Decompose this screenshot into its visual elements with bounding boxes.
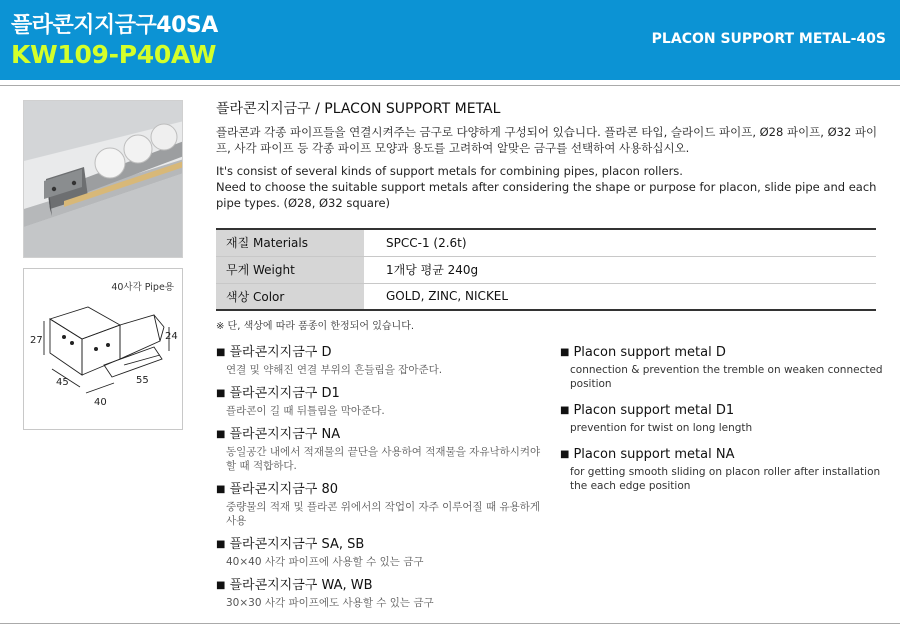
- item-title: 플라콘지지금구 D1: [229, 386, 340, 401]
- bullet-icon: ■: [216, 580, 226, 591]
- header-category-label: PLACON SUPPORT METAL-40S: [651, 31, 886, 47]
- item-desc: 40×40 사각 파이프에 사용할 수 있는 금구: [226, 556, 424, 568]
- top-divider: [0, 85, 900, 86]
- item-title: 플라콘지지금구 WA, WB: [229, 578, 373, 593]
- dim-40: 40: [94, 397, 107, 408]
- item-desc: 플라콘이 길 때 뒤틀림을 막아준다.: [226, 405, 385, 417]
- list-item: [216, 578, 546, 610]
- dim-24: 24: [165, 331, 178, 342]
- list-item: [560, 447, 885, 493]
- page-title: 플라콘지지금구40SA: [11, 13, 218, 38]
- description-english-line-1: It's consist of several kinds of support metals for combining pipes, placon rollers.: [216, 164, 683, 178]
- spec-value: SPCC-1 (2.6t): [364, 229, 876, 256]
- korean-item-list: [216, 345, 546, 619]
- description-korean: 플라콘과 각종 파이프들을 연결시켜주는 금구로 다양하게 구성되어 있습니다. 플라콘 타입, 슬라이드 파이프, Ø28 파이프, Ø32 파이프, 사각 파이프 등 각종 파이프 모양과 용도를 고려하여 알맞은 금구를 선택하여 사용하십시오.: [216, 125, 878, 155]
- bullet-icon: ■: [216, 388, 226, 399]
- description-english-line-2: Need to choose the suitable support metals after considering the shape or purpose for placon, slide pipe and each pipe types. (Ø28, Ø32 square): [216, 180, 877, 210]
- list-item: [216, 482, 546, 528]
- item-title: Placon support metal NA: [573, 447, 735, 462]
- section-title: 플라콘지지금구 / PLACON SUPPORT METAL: [216, 101, 501, 117]
- spec-label: 색상 Color: [216, 283, 364, 310]
- product-code: KW109-P40AW: [11, 40, 217, 69]
- dim-55: 55: [136, 375, 149, 386]
- diagram-caption: 40사각 Pipe용: [111, 282, 174, 293]
- spec-row: [216, 256, 876, 283]
- item-title: 플라콘지지금구 80: [229, 482, 339, 497]
- list-item: [216, 345, 546, 377]
- bullet-icon: ■: [560, 405, 570, 416]
- item-title: 플라콘지지금구 NA: [229, 427, 341, 442]
- spec-label: 무게 Weight: [216, 256, 364, 283]
- description-section: [216, 98, 886, 211]
- item-desc: for getting smooth sliding on placon roller after installation the each edge position: [570, 466, 881, 492]
- list-item: [216, 537, 546, 569]
- spec-row: [216, 283, 876, 310]
- item-desc: 30×30 사각 파이프에도 사용할 수 있는 금구: [226, 597, 434, 609]
- spec-row: [216, 229, 876, 256]
- item-title: 플라콘지지금구 D: [229, 345, 332, 360]
- bullet-icon: ■: [216, 484, 226, 495]
- bullet-icon: ■: [560, 347, 570, 358]
- spec-value: GOLD, ZINC, NICKEL: [364, 283, 876, 310]
- spec-value: 1개당 평균 240g: [364, 256, 876, 283]
- item-desc: connection & prevention the tremble on weaken connected position: [570, 364, 883, 390]
- bullet-icon: ■: [560, 449, 570, 460]
- description-english: [216, 163, 886, 211]
- dim-45: 45: [56, 377, 69, 388]
- bottom-divider: [0, 623, 900, 624]
- list-item: [216, 427, 546, 473]
- dimension-diagram: [23, 268, 183, 430]
- bullet-icon: ■: [216, 429, 226, 440]
- item-desc: prevention for twist on long length: [570, 422, 753, 434]
- color-note: ※ 단, 색상에 따라 품종이 한정되어 있습니다.: [216, 321, 415, 332]
- english-item-list: [560, 345, 885, 505]
- item-title: 플라콘지지금구 SA, SB: [229, 537, 365, 552]
- list-item: [560, 345, 885, 391]
- bullet-icon: ■: [216, 539, 226, 550]
- spec-table: [216, 228, 876, 311]
- item-title: Placon support metal D1: [573, 403, 735, 418]
- product-photo: [23, 100, 183, 258]
- list-item: [560, 403, 885, 435]
- bullet-icon: ■: [216, 347, 226, 358]
- item-desc: 동일공간 내에서 적재물의 끝단을 사용하여 적재물을 자유낙하시켜야할 때 적합하다.: [226, 446, 541, 472]
- list-item: [216, 386, 546, 418]
- item-title: Placon support metal D: [573, 345, 726, 360]
- dim-27: 27: [30, 335, 43, 346]
- item-desc: 중량물의 적재 및 플라콘 위에서의 작업이 자주 이루어질 때 유용하게 사용: [226, 501, 541, 527]
- header-bar: [0, 0, 900, 80]
- spec-label: 재질 Materials: [216, 229, 364, 256]
- item-desc: 연결 및 약해진 연결 부위의 흔들림을 잡아준다.: [226, 364, 443, 376]
